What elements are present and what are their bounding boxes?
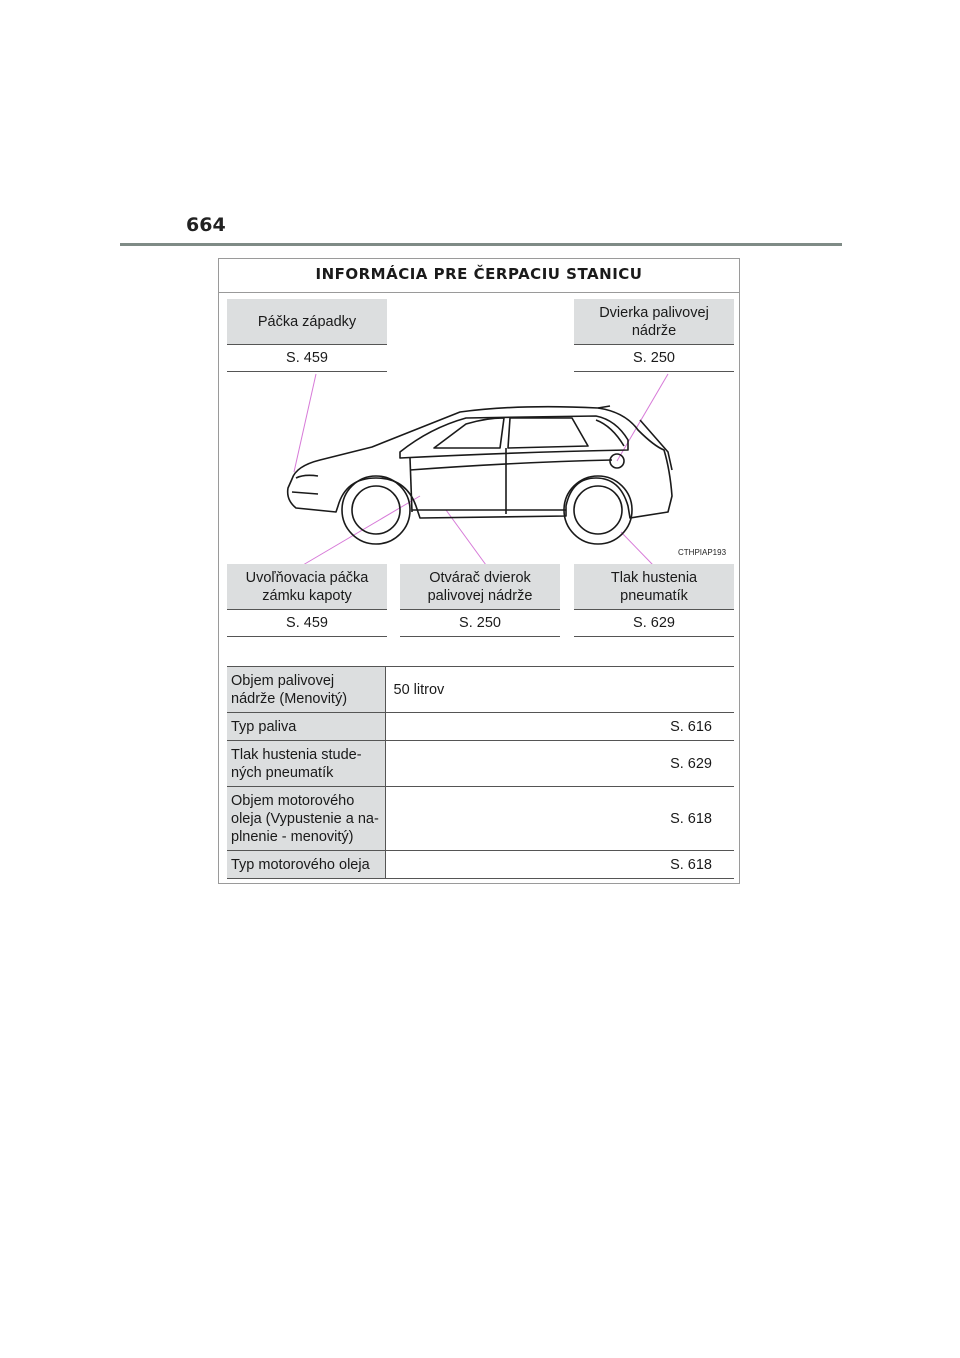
callout-hood-latch-lever [227, 299, 387, 372]
callout-page-ref: S. 629 [574, 610, 734, 637]
callout-page-ref: S. 459 [227, 610, 387, 637]
table-row [227, 851, 734, 879]
callout-label: Otvárač dvierok palivovej nádrže [400, 564, 560, 610]
table-row [227, 741, 734, 787]
spec-label: Objem palivovej nádrže (Menovitý) [227, 667, 385, 713]
callout-fuel-door-opener [400, 564, 560, 637]
spec-table [227, 666, 734, 879]
callout-page-ref: S. 459 [227, 345, 387, 372]
front-wheel [342, 476, 410, 544]
callout-page-ref: S. 250 [400, 610, 560, 637]
spec-label: Tlak hustenia stude- ných pneumatík [227, 741, 385, 787]
rear-wheel [564, 476, 632, 544]
table-row [227, 787, 734, 851]
section-title: INFORMÁCIA PRE ČERPACIU STANICU [219, 259, 739, 293]
table-row [227, 667, 734, 713]
callout-hood-lock-release [227, 564, 387, 637]
page-number: 664 [186, 214, 226, 236]
callout-label: Tlak hustenia pneumatík [574, 564, 734, 610]
callout-tire-pressure [574, 564, 734, 637]
callout-label: Páčka západky [227, 299, 387, 345]
callout-label: Dvierka palivovej nádrže [574, 299, 734, 345]
car-body [288, 406, 672, 518]
spec-value: S. 618 [670, 856, 712, 873]
leader-lines [294, 374, 668, 565]
spec-label: Objem motorového oleja (Vypustenie a na- plnenie - menovitý) [227, 787, 385, 851]
spec-value: S. 616 [670, 718, 712, 735]
spec-label: Typ paliva [227, 713, 385, 741]
callout-fuel-tank-door [574, 299, 734, 372]
spec-value: 50 litrov [393, 681, 445, 698]
spec-value: S. 618 [670, 810, 712, 827]
callout-page-ref: S. 250 [574, 345, 734, 372]
callout-label: Uvoľňovacia páčka zámku kapoty [227, 564, 387, 610]
table-row [227, 713, 734, 741]
spec-label: Typ motorového oleja [227, 851, 385, 879]
spec-value: S. 629 [670, 755, 712, 772]
figure-code: CTHPIAP193 [678, 548, 727, 557]
